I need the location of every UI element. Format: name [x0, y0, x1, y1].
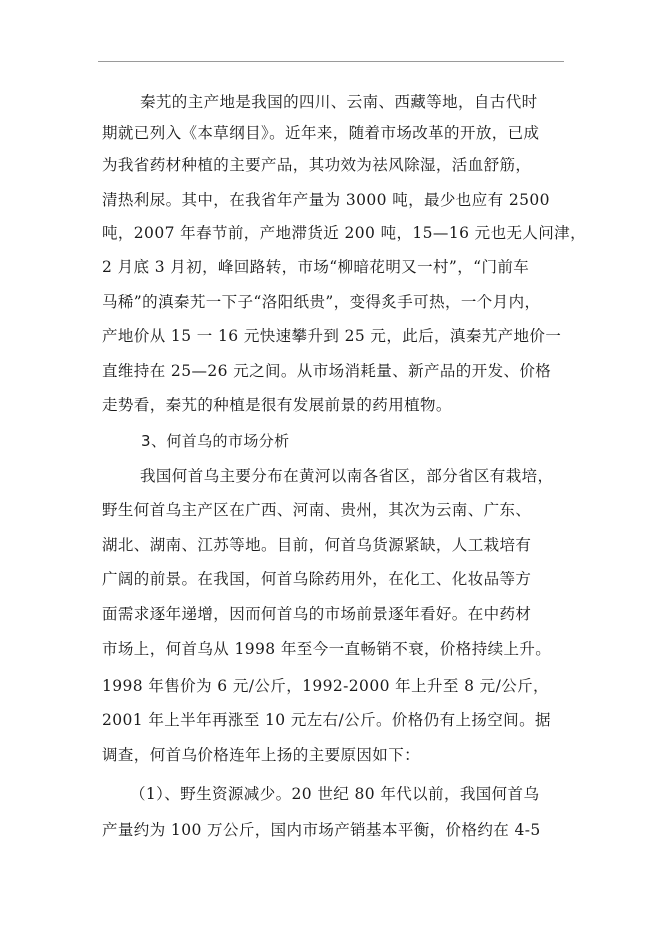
header-rule: [98, 61, 564, 62]
paragraph-1-line-2: 期就已列入《本草纲目》。近年来，随着市场改革的开放，已成: [102, 124, 540, 142]
paragraph-2-line-2: 野生何首乌主产区在广西、河南、贵州，其次为云南、广东、: [102, 501, 532, 519]
paragraph-3-line-1: （1）、野生资源减少。20 世纪 80 年代以前，我国何首乌: [130, 785, 540, 803]
paragraph-1-line-9: 直维持在 25—26 元之间。从市场消耗量、新产品的开发、价格: [102, 362, 552, 380]
paragraph-1-line-3: 为我省药材种植的主要产品，其功效为祛风除湿，活血舒筋，: [102, 156, 532, 174]
paragraph-2-line-5: 面需求逐年递增，因而何首乌的市场前景逐年看好。在中药材: [102, 605, 532, 623]
paragraph-1-line-6: 2 月底 3 月初，峰回路转，市场“柳暗花明又一村”，“门前车: [102, 258, 530, 276]
paragraph-2-line-7: 1998 年售价为 6 元/公斤，1992-2000 年上升至 8 元/公斤，: [102, 677, 549, 695]
paragraph-1-line-1: 秦艽的主产地是我国的四川、云南、西藏等地，自古代时: [140, 93, 538, 111]
paragraph-3-line-2: 产量约为 100 万公斤，国内市场产销基本平衡，价格约在 4-5: [102, 821, 541, 839]
paragraph-2-line-3: 湖北、湖南、江苏等地。目前，何首乌货源紧缺，人工栽培有: [102, 536, 532, 554]
paragraph-1-line-7: 马稀”的滇秦艽一下子“洛阳纸贵”，变得炙手可热，一个月内，: [102, 293, 541, 311]
paragraph-2-line-8: 2001 年上半年再涨至 10 元左右/公斤。价格仍有上扬空间。据: [102, 711, 551, 729]
paragraph-1-line-10: 走势看，秦艽的种植是很有发展前景的药用植物。: [102, 396, 452, 414]
section-heading: 3、何首乌的市场分析: [141, 432, 290, 450]
paragraph-2-line-1: 我国何首乌主要分布在黄河以南各省区，部分省区有栽培，: [140, 467, 554, 485]
paragraph-1-line-5: 吨，2007 年春节前，产地滞货近 200 吨，15—16 元也无人问津，: [102, 224, 586, 242]
paragraph-2-line-6: 市场上，何首乌从 1998 年至今一直畅销不衰，价格持续上升。: [102, 640, 552, 658]
paragraph-1-line-4: 清热利尿。其中，在我省年产量为 3000 吨，最少也应有 2500: [102, 191, 550, 209]
paragraph-1-line-8: 产地价从 15 一 16 元快速攀升到 25 元，此后，滇秦艽产地价一: [102, 327, 562, 345]
paragraph-2-line-4: 广阔的前景。在我国，何首乌除药用外，在化工、化妆品等方: [102, 570, 532, 588]
paragraph-2-line-9: 调查，何首乌价格连年上扬的主要原因如下：: [102, 746, 421, 764]
